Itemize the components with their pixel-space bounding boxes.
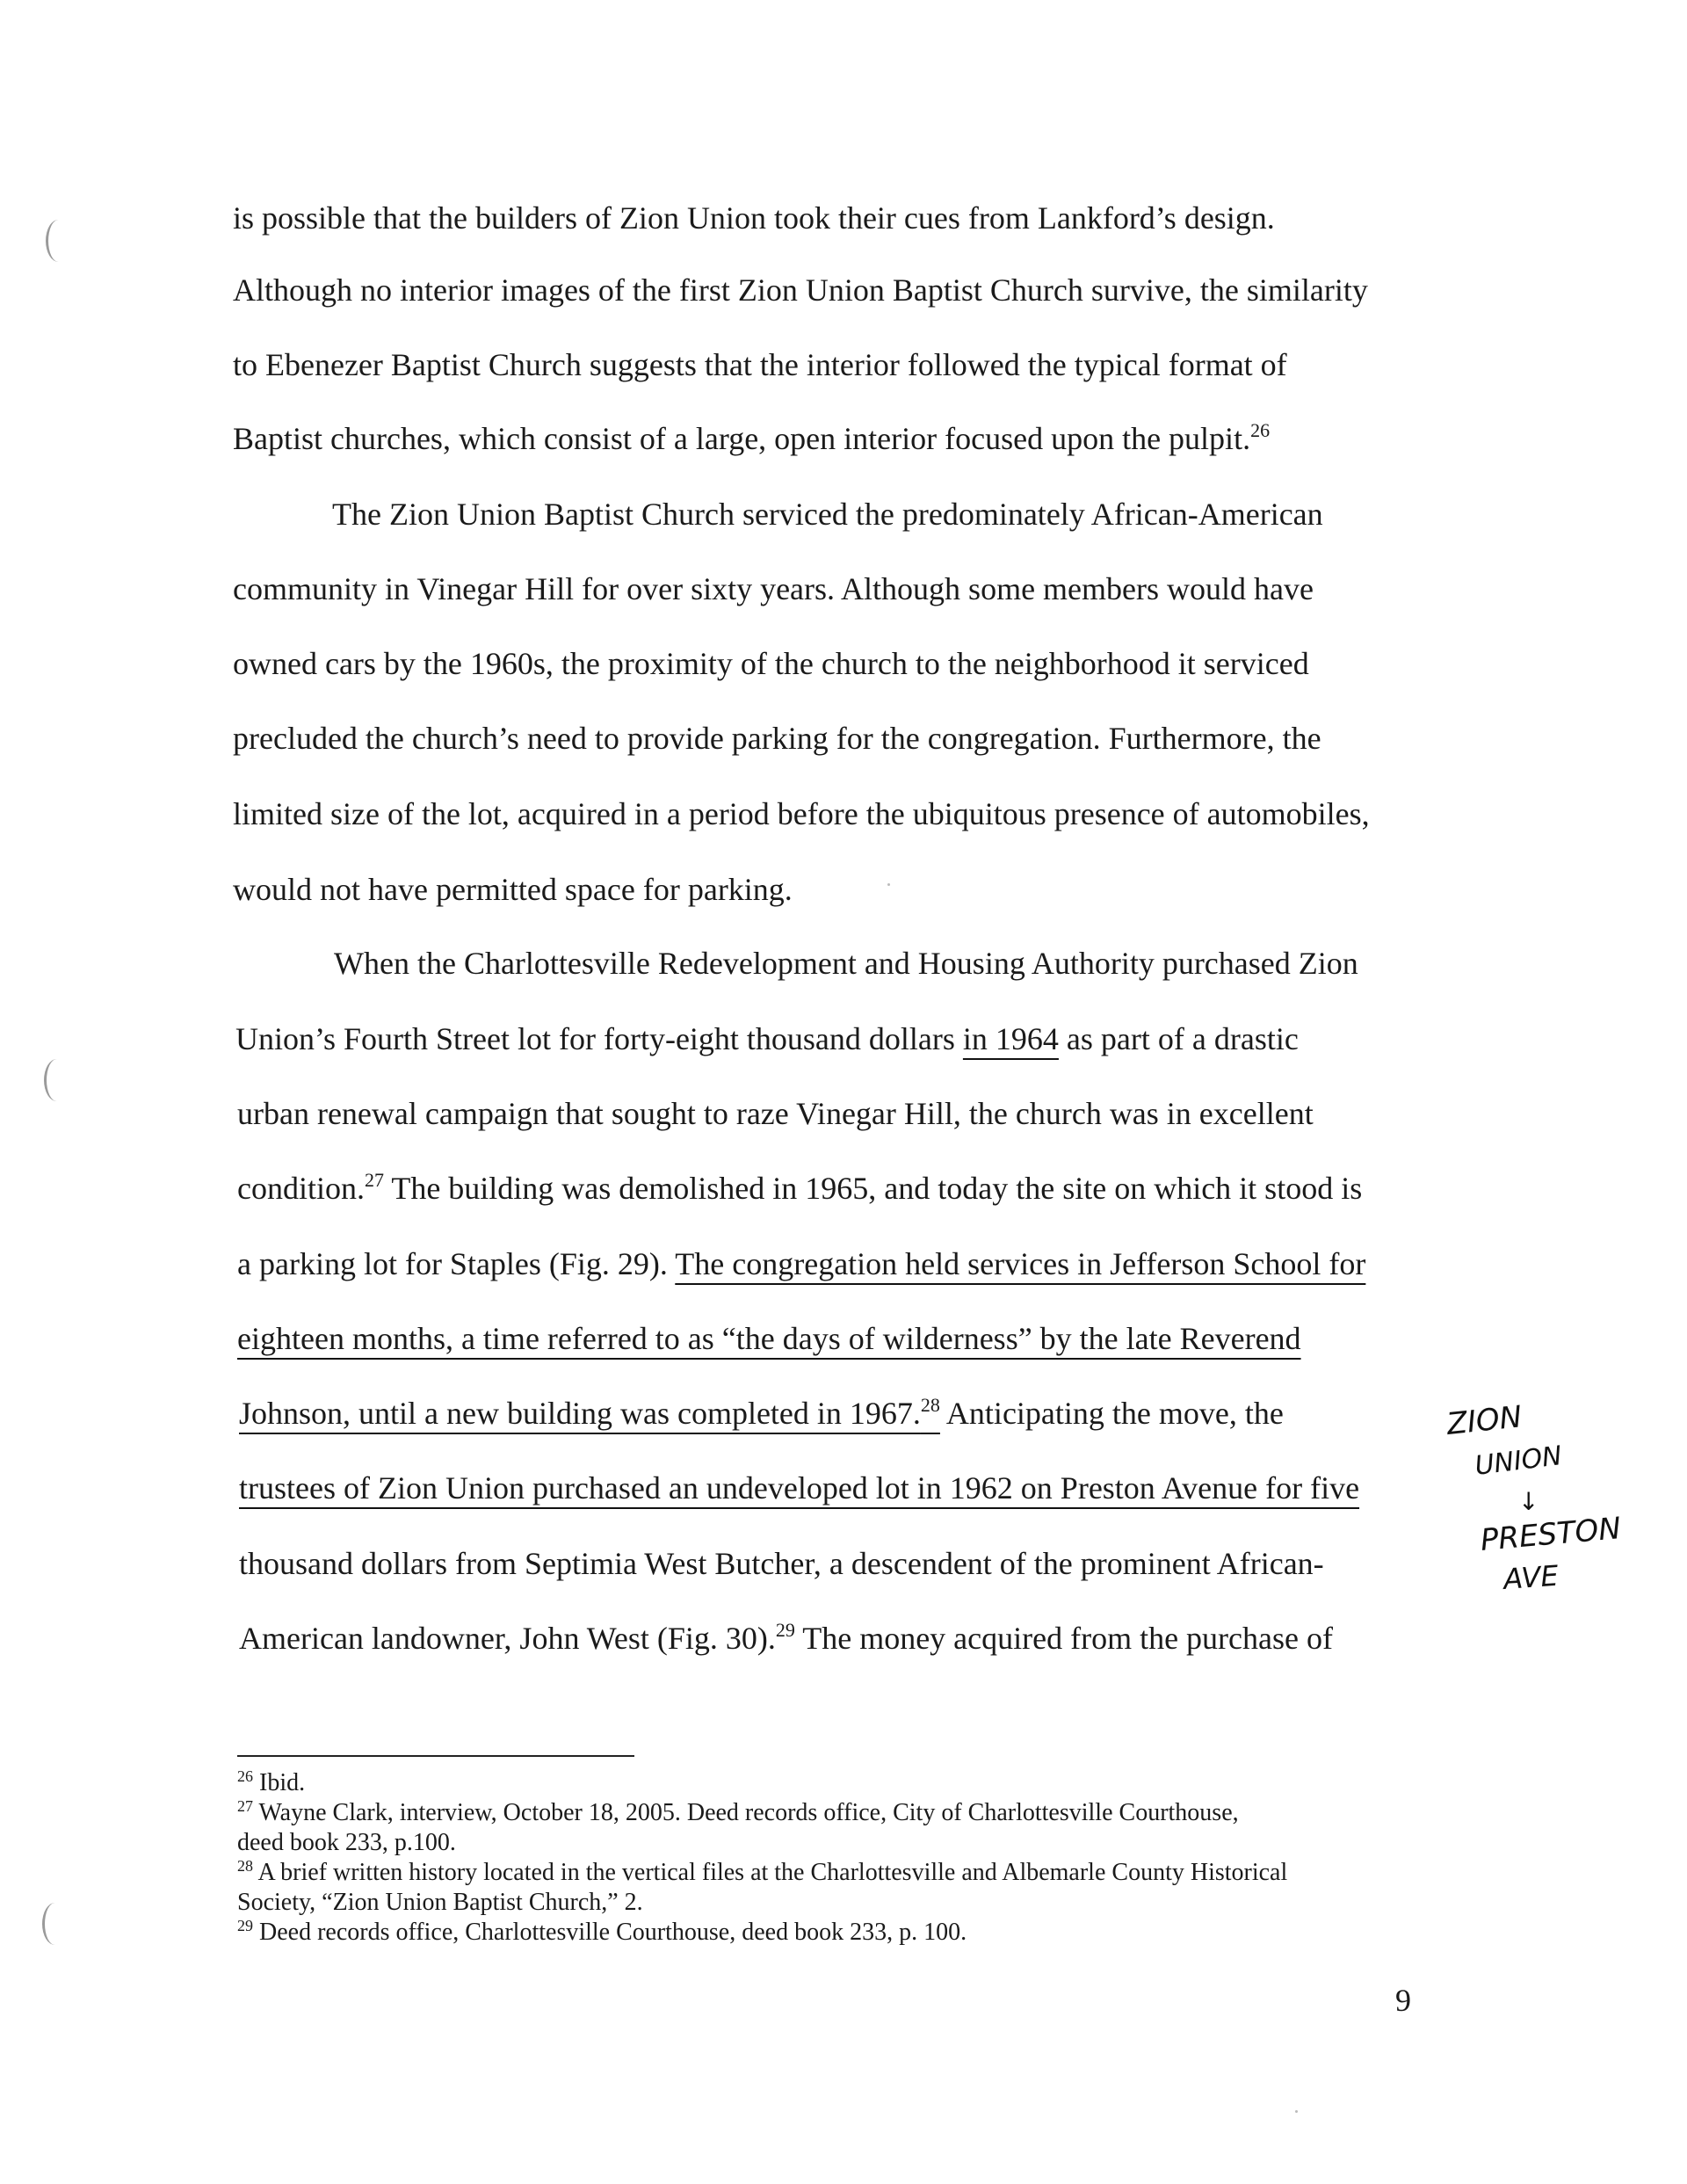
footnote-29: $^{29}$ Deed records office, Charlottesville Courthouse, deed book 233, p. 100. xyxy=(237,1917,967,1946)
text-line: Although no interior images of the first Zion Union Baptist Church survive, the similarity xyxy=(233,272,1368,308)
scan-speck xyxy=(1295,2110,1298,2113)
text-line: community in Vinegar Hill for over sixty years. Although some members would have xyxy=(233,571,1314,606)
text-line: Baptist churches, which consist of a large, open interior focused upon the pulpit.$^{26}$ xyxy=(233,419,1271,456)
text-line: Johnson, until a new building was completed in 1967.28 Anticipating the move, the xyxy=(239,1394,1284,1431)
underlined-text: Johnson, until a new building was completed in 1967.28 xyxy=(239,1394,940,1431)
underlined-text: The congregation held services in Jefferson School for xyxy=(675,1246,1366,1281)
footnote-26: $^{26}$ Ibid. xyxy=(237,1767,306,1796)
text-line: thousand dollars from Septimia West Butcher, a descendent of the prominent African- xyxy=(239,1546,1324,1581)
scan-speck xyxy=(887,883,890,886)
footnote-28-continued: Society, “Zion Union Baptist Church,” 2. xyxy=(237,1889,643,1916)
text-line: Union’s Fourth Street lot for forty-eight thousand dollars in 1964 as part of a drastic xyxy=(235,1021,1299,1056)
handwritten-word: ↓ xyxy=(1518,1487,1539,1516)
underlined-text: eighteen months, a time referred to as “the days of wilderness” by the late Reverend xyxy=(237,1321,1301,1356)
handwritten-word: ZION xyxy=(1444,1399,1524,1442)
text-line: to Ebenezer Baptist Church suggests that the interior followed the typical format of xyxy=(233,347,1287,382)
text-line: a parking lot for Staples (Fig. 29). The congregation held services in Jefferson School for xyxy=(237,1246,1366,1281)
text-line: When the Charlottesville Redevelopment and Housing Authority purchased Zion xyxy=(334,946,1358,981)
footnote-28: $^{28}$ A brief written history located in the vertical files at the Charlottesville and Albemarle County Historical xyxy=(237,1857,1288,1886)
punch-hole-mark xyxy=(42,1903,68,1945)
footnote-ref-26[interactable]: 26 xyxy=(1250,419,1271,441)
handwritten-word: AVE xyxy=(1502,1558,1560,1596)
handwritten-annotation xyxy=(1423,1389,1623,1608)
footnote-27-continued: deed book 233, p.100. xyxy=(237,1829,456,1856)
text-line xyxy=(237,1319,1301,1358)
text-line: limited size of the lot, acquired in a period before the ubiquitous presence of automobiles, xyxy=(233,796,1370,831)
text-line xyxy=(239,1469,1359,1507)
text-line: precluded the church’s need to provide parking for the congregation. Furthermore, the xyxy=(233,721,1321,756)
text-line: would not have permitted space for parking. xyxy=(233,872,793,907)
footnote-ref-29[interactable]: 29 xyxy=(775,1619,795,1641)
text-line: condition.$^{27}$ The building was demolished in 1965, and today the site on which it stood is xyxy=(237,1169,1363,1206)
text-line: American landowner, John West (Fig. 30).$^{29}$ The money acquired from the purchase of xyxy=(239,1619,1333,1656)
handwritten-annotation-drawing xyxy=(1423,1389,1623,1608)
handwritten-word: PRESTON xyxy=(1479,1511,1623,1558)
handwritten-word: UNION xyxy=(1473,1440,1564,1482)
page-number: 9 xyxy=(1395,1983,1411,2018)
text-line: The Zion Union Baptist Church serviced the predominately African-American xyxy=(332,497,1323,532)
underlined-text: trustees of Zion Union purchased an undeveloped lot in 1962 on Preston Avenue for five xyxy=(239,1470,1360,1506)
footnote-ref-28[interactable]: 28 xyxy=(920,1394,940,1416)
text-line: urban renewal campaign that sought to raze Vinegar Hill, the church was in excellent xyxy=(237,1096,1314,1131)
text-line: is possible that the builders of Zion Union took their cues from Lankford’s design. xyxy=(233,200,1275,236)
footnote-ref-27[interactable]: 27 xyxy=(364,1169,384,1191)
underlined-text: in 1964 xyxy=(962,1021,1059,1056)
footnote-27: $^{27}$ Wayne Clark, interview, October 18, 2005. Deed records office, City of Charlottesville Courthouse, xyxy=(237,1797,1239,1826)
footnote-separator xyxy=(237,1755,634,1757)
text-line: owned cars by the 1960s, the proximity of the church to the neighborhood it serviced xyxy=(233,646,1309,681)
